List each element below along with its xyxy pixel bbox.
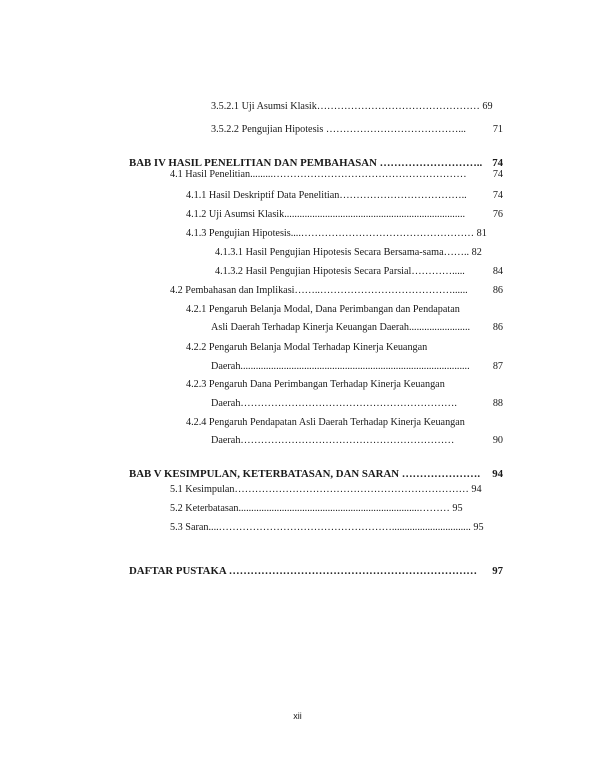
toc-line-4-1-3-2: [0, 265, 595, 279]
toc-line-4-1-3: [0, 227, 595, 241]
toc-line-4-1-2: [0, 208, 595, 222]
toc-line-3-5-2-2: [0, 123, 595, 137]
toc-entry-text: 4.2.2 Pengaruh Belanja Modal Terhadap Kinerja Keuangan: [186, 342, 428, 353]
toc-line-4-2-2-cont: [0, 360, 595, 374]
toc-line-4-2-4-cont: [0, 434, 595, 448]
page-number: xii: [293, 711, 302, 721]
toc-page-number: 87: [492, 361, 503, 372]
toc-line-5-2: [0, 502, 595, 516]
toc-line-4-2: [0, 284, 595, 298]
toc-page-number: 90: [492, 435, 503, 446]
toc-page-number: 86: [492, 322, 503, 333]
toc-entry-text: 4.1.1 Hasil Deskriptif Data Penelitian………………………………..: [186, 190, 467, 201]
toc-page-number: 74: [492, 169, 503, 180]
toc-line-4-2-1-cont: [0, 321, 595, 335]
toc-entry-text: 4.1.3.1 Hasil Pengujian Hipotesis Secara Bersama-sama…….. 82: [215, 247, 482, 258]
toc-line-4-2-4: [0, 416, 595, 430]
toc-entry-text: 5.2 Keterbatasan.......................................................................……… 95: [170, 503, 463, 514]
toc-page-number: 84: [492, 266, 503, 277]
toc-page-number: 86: [492, 285, 503, 296]
toc-entry-text: 4.2.3 Pengaruh Dana Perimbangan Terhadap Kinerja Keuangan: [186, 379, 445, 390]
toc-entry-text: Daerah……………………………………………………….: [211, 398, 457, 409]
toc-entry-text: Daerah..........................................................................................: [211, 361, 470, 372]
toc-entry-text: DAFTAR PUSTAKA ……………………………………………………………: [129, 565, 478, 577]
toc-page-number: 97: [492, 565, 503, 577]
toc-entry-text: 4.1.3 Pengujian Hipotesis....…………………………………………… 81: [186, 228, 487, 239]
toc-entry-text: 4.1.2 Uji Asumsi Klasik.......................................................................: [186, 209, 466, 220]
toc-page-number: 88: [492, 398, 503, 409]
toc-page-number: 71: [492, 124, 503, 135]
toc-line-daftar-pustaka: [0, 564, 595, 578]
toc-entry-text: 4.2.4 Pengaruh Pendapatan Asli Daerah Terhadap Kinerja Keuangan: [186, 417, 465, 428]
toc-page-number: 74: [492, 157, 503, 169]
toc-line-4-1-1: [0, 189, 595, 203]
toc-line-3-5-2-1: [0, 100, 595, 114]
toc-entry-text: 3.5.2.1 Uji Asumsi Klasik………………………………………… 69: [211, 101, 493, 112]
toc-entry-text: 4.2.1 Pengaruh Belanja Modal, Dana Perimbangan dan Pendapatan: [186, 304, 460, 315]
toc-entry-text: BAB IV HASIL PENELITIAN DAN PEMBAHASAN ………………………..: [129, 157, 483, 169]
toc-line-4-2-3: [0, 378, 595, 392]
toc-entry-text: Daerah………………………………………………………: [211, 435, 455, 446]
toc-page-number: 76: [492, 209, 503, 220]
toc-line-4-2-1: [0, 303, 595, 317]
toc-line-4-1-3-1: [0, 246, 595, 260]
toc-entry-text: 3.5.2.2 Pengujian Hipotesis …………………………………...: [211, 124, 466, 135]
toc-entry-text: 4.2 Pembahasan dan Implikasi……..…………………………………......: [170, 285, 468, 296]
toc-line-4-1: [0, 168, 595, 182]
toc-entry-text: Asli Daerah Terhadap Kinerja Keuangan Daerah........................: [211, 322, 471, 333]
toc-line-4-2-2: [0, 341, 595, 355]
toc-entry-text: 5.1 Kesimpulan…………………………………………………………… 94: [170, 484, 482, 495]
toc-entry-text: BAB V KESIMPULAN, KETERBATASAN, DAN SARAN ………………….: [129, 468, 481, 480]
toc-entry-text: 4.1 Hasil Penelitian.........…………………………………………………: [170, 169, 467, 180]
toc-line-5-1: [0, 483, 595, 497]
toc-page-number: 94: [492, 468, 503, 480]
toc-line-5-3: [0, 521, 595, 535]
toc-line-bab-v: [0, 467, 595, 481]
toc-page-number: 74: [492, 190, 503, 201]
toc-entry-text: 4.1.3.2 Hasil Pengujian Hipotesis Secara Parsial………….....: [215, 266, 465, 277]
toc-line-4-2-3-cont: [0, 397, 595, 411]
toc-entry-text: 5.3 Saran....……………………………………………............................... 95: [170, 522, 484, 533]
